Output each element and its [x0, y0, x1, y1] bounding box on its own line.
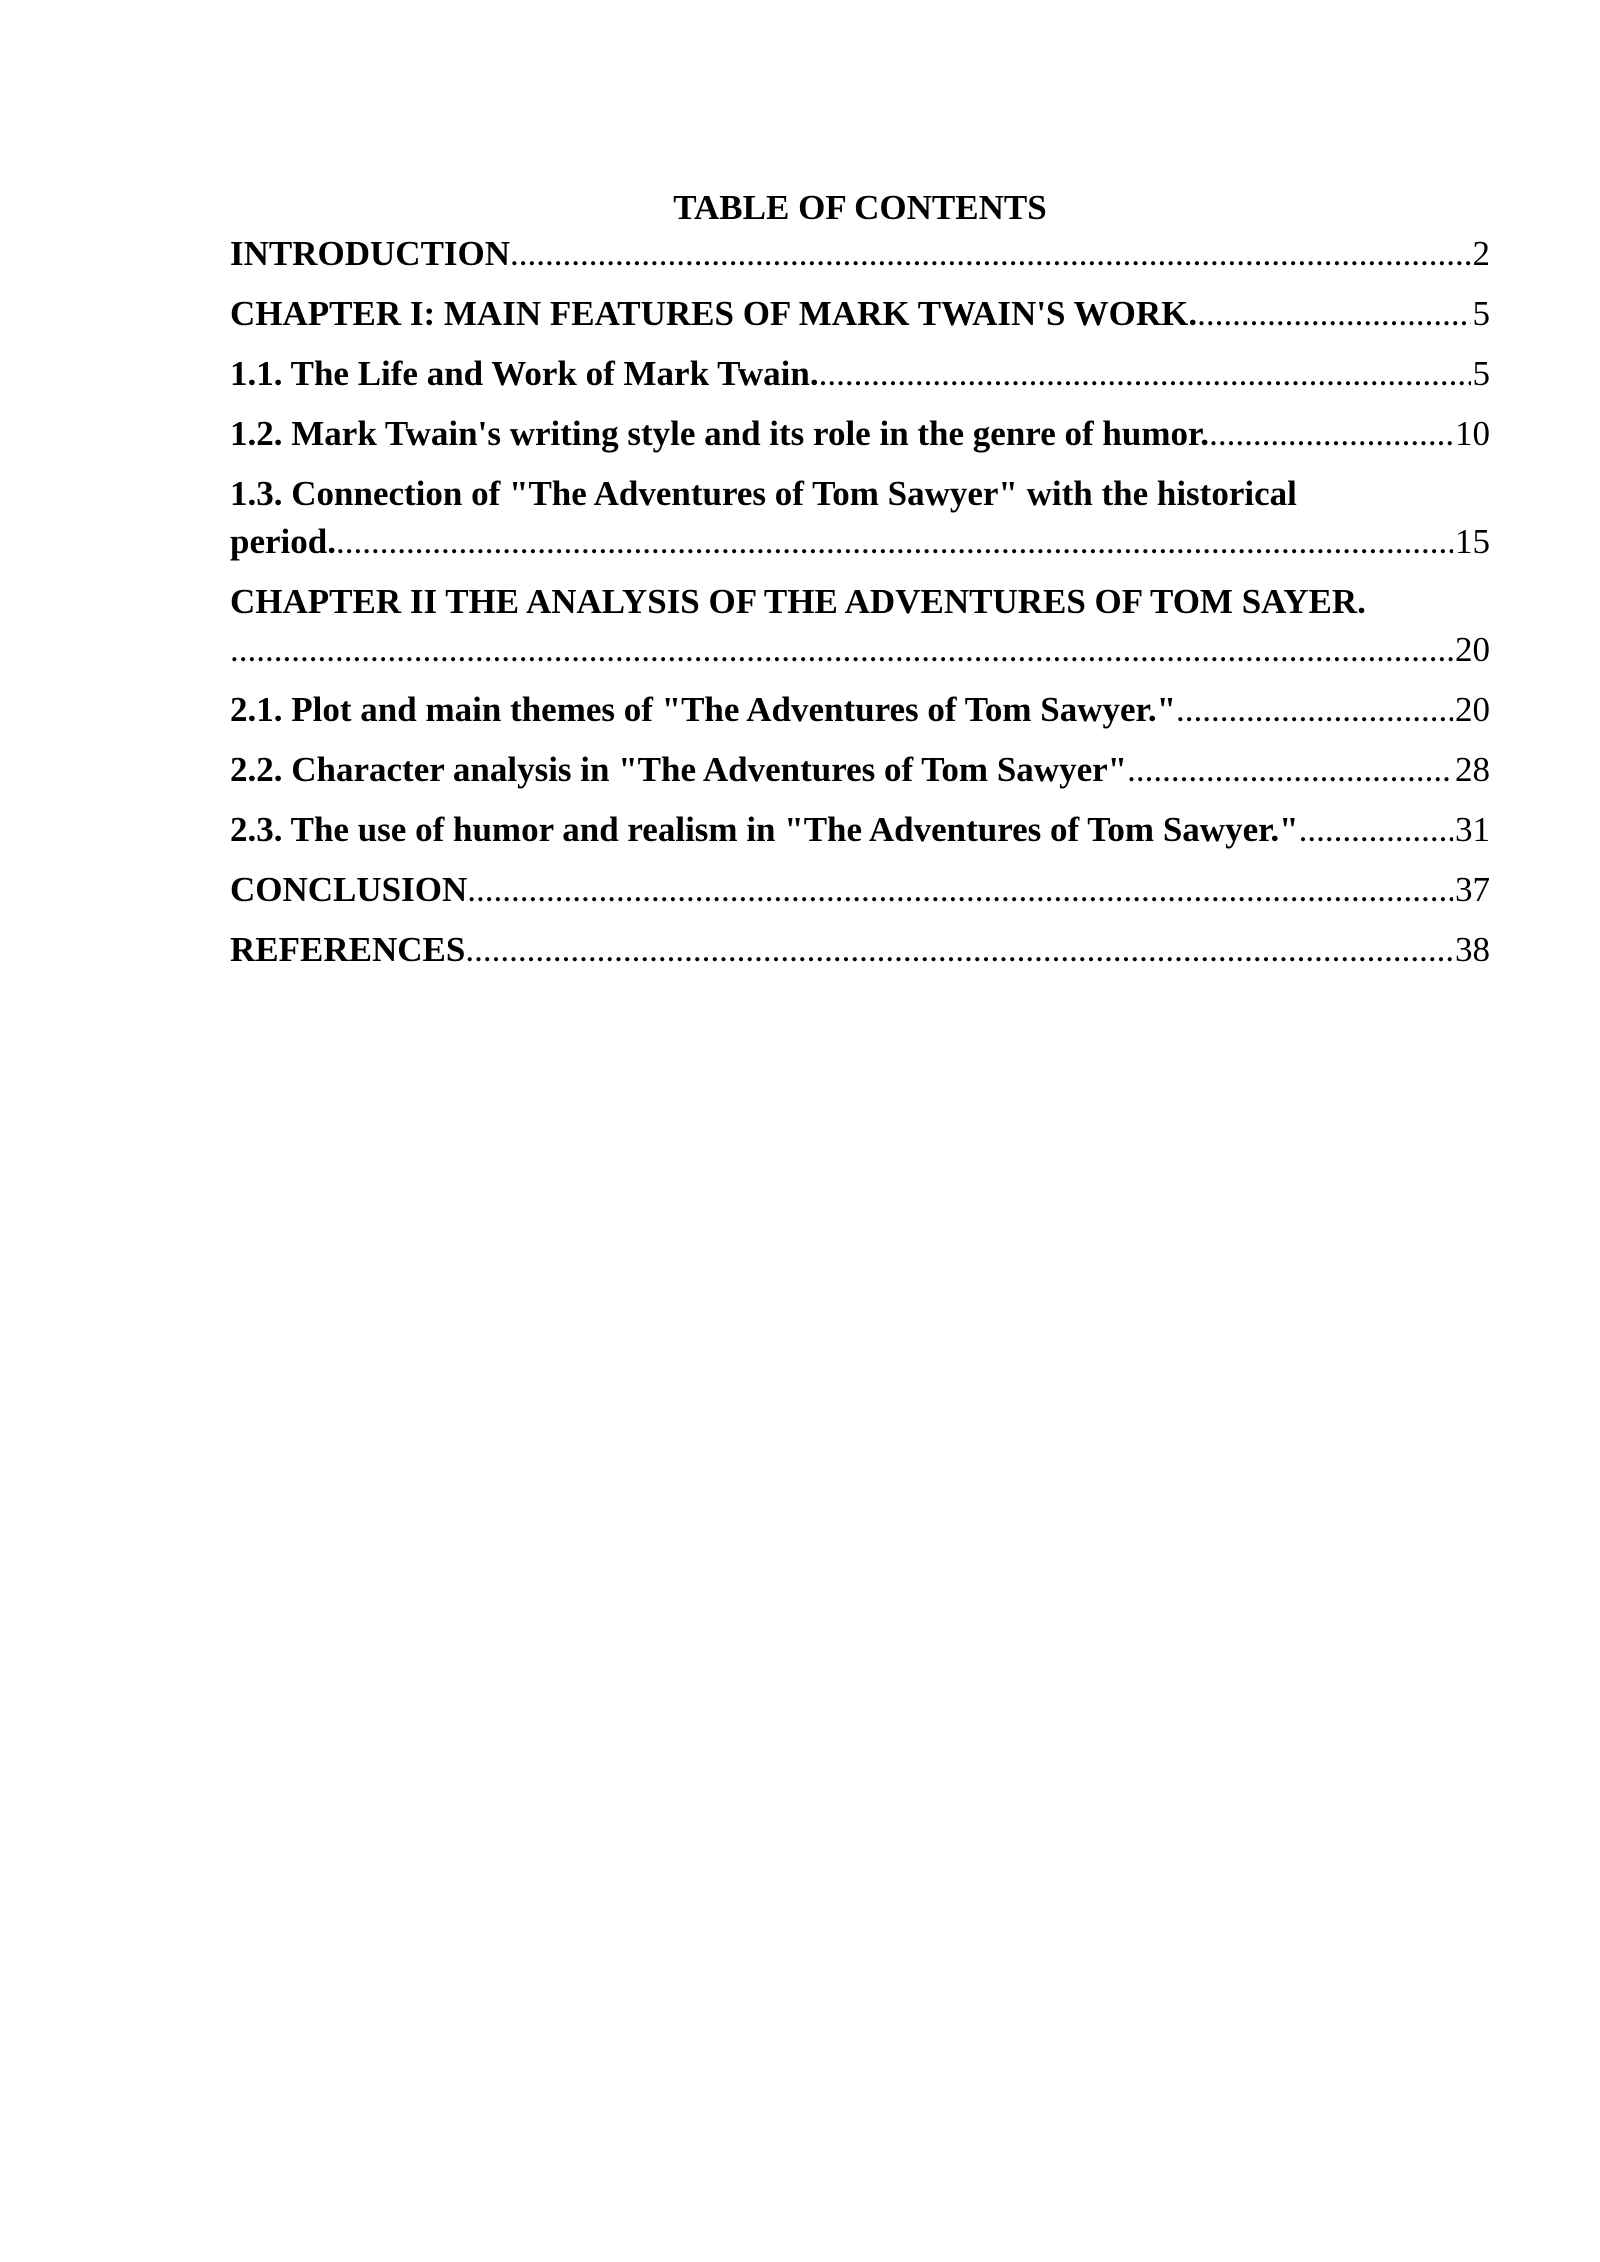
dot-leader: [819, 350, 1471, 398]
toc-entry-page: 38: [1455, 930, 1490, 969]
toc-entry-continuation: [230, 626, 1490, 674]
toc-entry-label: REFERENCES: [230, 930, 466, 969]
toc-entry-label: 1.1. The Life and Work of Mark Twain.: [230, 354, 819, 393]
toc-entry-page: 5: [1472, 294, 1490, 333]
dot-leader: [1197, 290, 1470, 338]
toc-entry-chapter-1[interactable]: [230, 290, 1490, 338]
dot-leader: [1127, 746, 1453, 794]
toc-entry-label: 2.1. Plot and main themes of "The Adventures of Tom Sawyer.": [230, 690, 1177, 729]
toc-entry-section-1-3[interactable]: [230, 470, 1490, 566]
table-of-contents: [230, 230, 1490, 986]
toc-entry-references[interactable]: [230, 926, 1490, 974]
toc-entry-page: 2: [1472, 234, 1490, 273]
toc-title: TABLE OF CONTENTS: [673, 188, 1047, 227]
toc-entry-section-2-3[interactable]: [230, 806, 1490, 854]
toc-entry-label: 2.3. The use of humor and realism in "The Adventures of Tom Sawyer.": [230, 810, 1299, 849]
toc-entry-page: 20: [1455, 630, 1490, 669]
toc-entry-label: CHAPTER II THE ANALYSIS OF THE ADVENTURES OF TOM SAYER.: [230, 582, 1366, 621]
dot-leader: [1299, 806, 1453, 854]
toc-entry-section-1-2[interactable]: [230, 410, 1490, 458]
toc-entry-label: CHAPTER I: MAIN FEATURES OF MARK TWAIN'S WORK.: [230, 294, 1198, 333]
toc-entry-page: 37: [1455, 870, 1490, 909]
toc-entry-continuation: [230, 518, 1490, 566]
dot-leader: [230, 626, 1453, 674]
toc-entry-page: 10: [1455, 414, 1490, 453]
toc-entry-label: CONCLUSION: [230, 870, 468, 909]
toc-entry-page: 28: [1455, 750, 1490, 789]
toc-entry-page: 5: [1472, 354, 1490, 393]
dot-leader: [465, 926, 1453, 974]
toc-entry-section-1-1[interactable]: [230, 350, 1490, 398]
toc-entry-introduction[interactable]: [230, 230, 1490, 278]
toc-entry-section-2-2[interactable]: [230, 746, 1490, 794]
dot-leader: [467, 866, 1453, 914]
toc-entry-section-2-1[interactable]: [230, 686, 1490, 734]
toc-entry-label: 2.2. Character analysis in "The Adventures of Tom Sawyer": [230, 750, 1128, 789]
toc-entry-label: INTRODUCTION: [230, 234, 511, 273]
toc-entry-label: 1.2. Mark Twain's writing style and its role in the genre of humor.: [230, 414, 1210, 453]
toc-entry-conclusion[interactable]: [230, 866, 1490, 914]
toc-entry-label-continued: period.: [230, 522, 336, 561]
toc-entry-label: 1.3. Connection of "The Adventures of Tom Sawyer" with the historical: [230, 474, 1297, 513]
toc-entry-chapter-2[interactable]: [230, 578, 1490, 674]
dot-leader: [336, 518, 1453, 566]
dot-leader: [510, 230, 1470, 278]
dot-leader: [1176, 686, 1453, 734]
toc-entry-page: 31: [1455, 810, 1490, 849]
dot-leader: [1209, 410, 1453, 458]
toc-entry-page: 15: [1455, 522, 1490, 561]
toc-entry-page: 20: [1455, 690, 1490, 729]
